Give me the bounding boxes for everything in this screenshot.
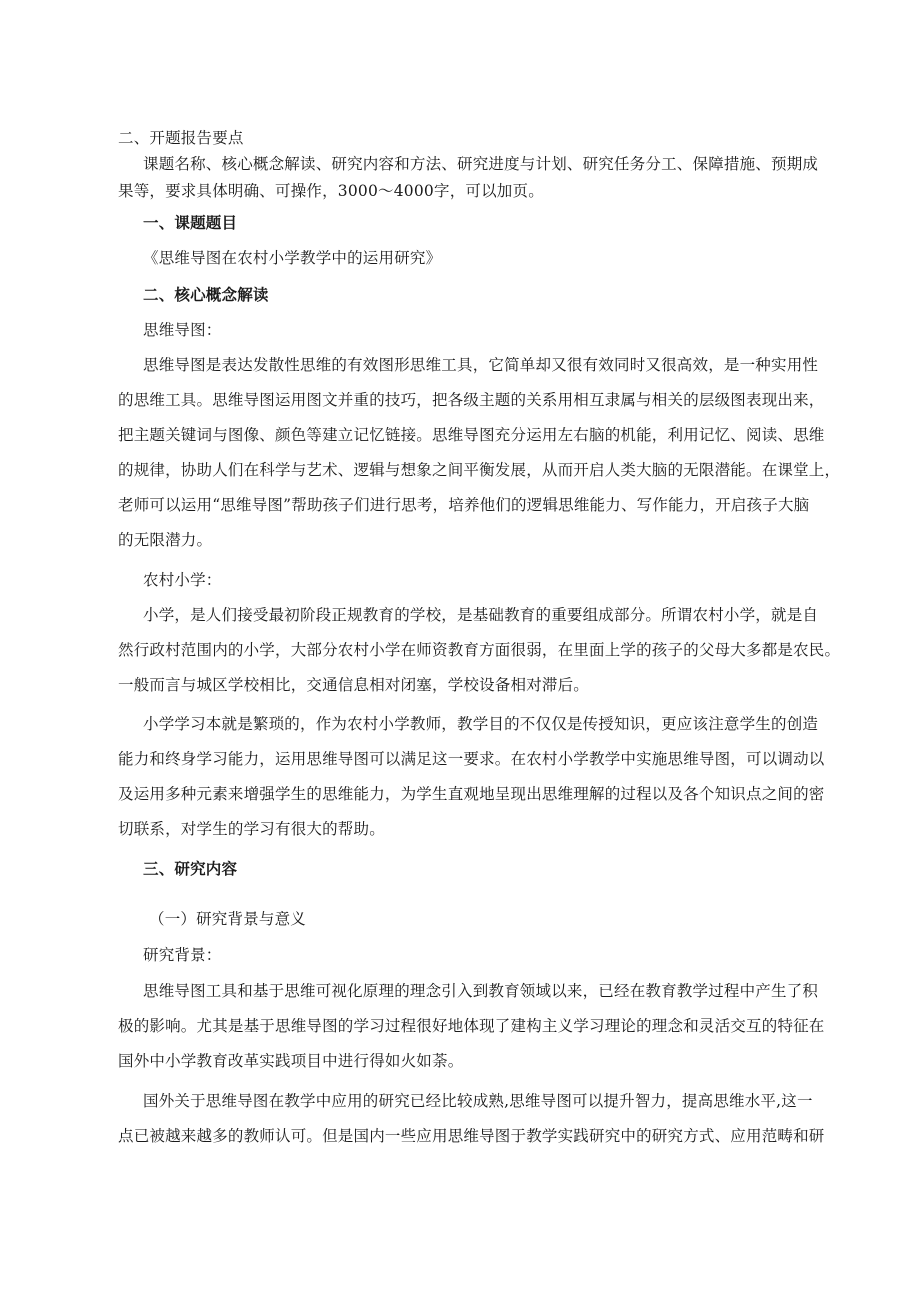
mindmap-paragraph-line: 的思维工具。思维导图运用图文并重的技巧，把各级主题的关系用相互隶属与相关的层级图表现出来， <box>118 391 825 409</box>
mindmap-paragraph-line: 的无限潜力。 <box>118 531 213 549</box>
rural-paragraph-line: 小学，是人们接受最初阶段正规教育的学校，是基础教育的重要组成部分。所谓农村小学，就是自 <box>143 606 819 624</box>
mindmap-paragraph-line: 思维导图是表达发散性思维的有效图形思维工具，它简单却又很有效同时又很高效，是一种实用性 <box>143 356 819 374</box>
background-paragraph-line: 极的影响。尤其是基于思维导图的学习过程很好地体现了建构主义学习理论的理念和灵活交互的特征在 <box>118 1017 825 1035</box>
part1-heading: 一、课题题目 <box>143 213 238 232</box>
rural-paragraph-line: 切联系，对学生的学习有很大的帮助。 <box>118 820 385 838</box>
requirements-line-2: 果等，要求具体明确、可操作，3000～4000字，可以加页。 <box>118 182 544 200</box>
rural-paragraph-line: 小学学习本就是繁琐的，作为农村小学教师，教学目的不仅仅是传授知识，更应该注意学生的创造 <box>143 715 819 733</box>
rural-label: 农村小学： <box>143 571 222 589</box>
rural-paragraph-line: 一般而言与城区学校相比，交通信息相对闭塞，学校设备相对滞后。 <box>118 676 590 694</box>
section-heading: 二、开题报告要点 <box>118 129 244 147</box>
mindmap-label: 思维导图： <box>143 321 222 339</box>
background-label: 研究背景： <box>143 946 222 964</box>
rural-paragraph-line: 及运用多种元素来增强学生的思维能力，为学生直观地呈现出思维理解的过程以及各个知识点之间的密 <box>118 785 825 803</box>
part2-heading: 二、核心概念解读 <box>143 285 269 304</box>
background-paragraph-line: 国外中小学教育改革实践项目中进行得如火如荼。 <box>118 1052 464 1070</box>
background-paragraph-line: 思维导图工具和基于思维可视化原理的理念引入到教育领域以来，已经在教育教学过程中产生了积 <box>143 982 819 1000</box>
background-paragraph-line: 点已被越来越多的教师认可。但是国内一些应用思维导图于教学实践研究中的研究方式、应用范畴和研 <box>118 1127 825 1145</box>
sub-heading-background: （一）研究背景与意义 <box>149 910 307 928</box>
rural-paragraph-line: 能力和终身学习能力，运用思维导图可以满足这一要求。在农村小学教学中实施思维导图，可以调动以 <box>118 750 825 768</box>
mindmap-paragraph-line: 把主题关键词与图像、颜色等建立记忆链接。思维导图充分运用左右脑的机能，利用记忆、阅读、思维 <box>118 426 825 444</box>
part3-heading: 三、研究内容 <box>143 859 238 878</box>
mindmap-paragraph-line: 的规律，协助人们在科学与艺术、逻辑与想象之间平衡发展，从而开启人类大脑的无限潜能。在课堂上， <box>118 461 841 479</box>
rural-paragraph-line: 然行政村范围内的小学，大部分农村小学在师资教育方面很弱，在里面上学的孩子的父母大多都是农民。 <box>118 641 841 659</box>
requirements-line-1: 课题名称、核心概念解读、研究内容和方法、研究进度与计划、研究任务分工、保障措施、预期成 <box>143 155 819 173</box>
background-paragraph-line: 国外关于思维导图在教学中应用的研究已经比较成熟,思维导图可以提升智力，提高思维水平,这一 <box>143 1092 813 1110</box>
research-title: 《思维导图在农村小学教学中的运用研究》 <box>143 249 442 267</box>
mindmap-paragraph-line: 老师可以运用“思维导图”帮助孩子们进行思考，培养他们的逻辑思维能力、写作能力，开启孩子大脑 <box>118 496 810 514</box>
